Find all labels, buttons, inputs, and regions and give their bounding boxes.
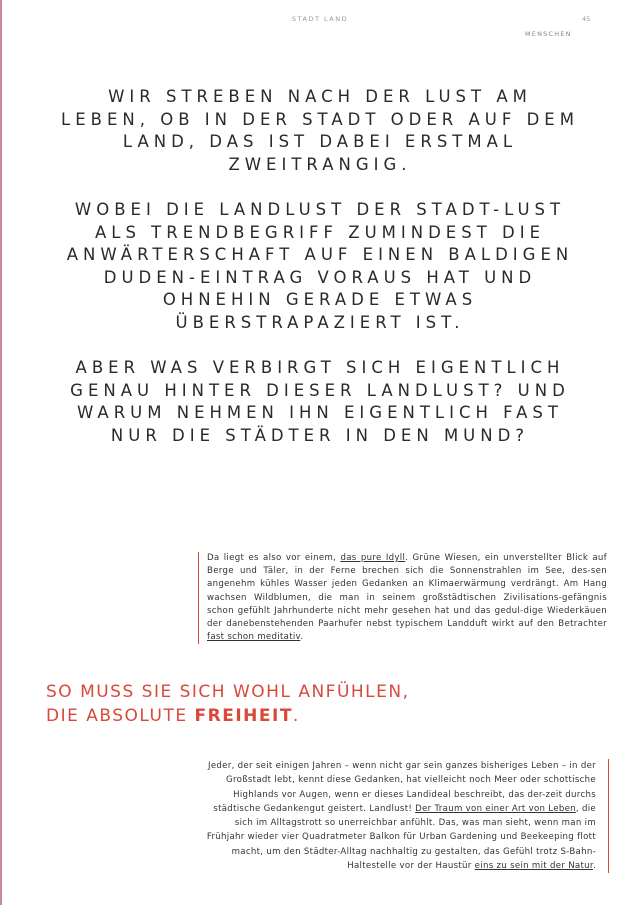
pull-quote [46,680,446,728]
body-paragraph-1 [198,552,607,644]
link-traum-von-einer-art-von-leben[interactable]: Der Traum von einer Art von Leben [415,803,576,814]
headline-paragraph-3: ABER WAS VERBIRGT SICH EIGENTLICH GENAU HINTER DIESER LANDLUST? UND WARUM NEHMEN IHN EIGENTLICH FAST NUR DIE STÄDTER IN DEN MUND? [70,358,570,445]
body-2-text-c: . [592,861,596,872]
link-das-pure-idyll[interactable]: das pure Idyll [340,553,406,563]
body-paragraph-2 [198,759,609,873]
body-1-text-c: . [300,632,304,643]
pull-quote-line-2-post: . [292,706,300,726]
pull-quote-line-2-pre: DIE ABSOLUTE [46,706,195,726]
page-edge-line [0,0,2,905]
headline-paragraph-2: WOBEI DIE LANDLUST DER STADT-LUST ALS TRENDBEGRIFF ZUMINDEST DIE ANWÄRTERSCHAFT AUF EINEN BALDIGEN DUDEN-EINTRAG VORAUS HAT UND OHNEHIN GERADE ETWAS ÜBERSTRAPAZIERT IST. [66,199,574,332]
link-fast-schon-meditativ[interactable]: fast schon meditativ [207,632,301,643]
pull-quote-bold: FREIHEIT [194,706,293,726]
pull-quote-line-1: SO MUSS SIE SICH WOHL ANFÜHLEN, [46,682,410,702]
section-label: MENSCHEN [525,30,572,38]
headline-paragraph-1: WIR STREBEN NACH DER LUST AM LEBEN, OB IN DER STADT ODER AUF DEM LAND, DAS IST DABEI ERSTMAL ZWEITRANGIG. [61,87,579,174]
page-number: 45 [582,15,591,23]
body-1-text-a: Da liegt es also vor einem, [207,553,341,563]
magazine-header: STADT LAND [291,15,349,23]
body-2-text-b: , die sich im Alltagstrott so unerreichbar anfühlt. Das, was man sieht, wenn man im Frühjahr wieder vier Quadratmeter Balkon für Urban Gardening und Beekeeping flott macht, um den Städter-Alltag nachhaltig zu gestalten, das Gefühl trotz S-Bahn-Haltestelle vor der Haustür [206,803,596,872]
body-2-text-a: Jeder, der seit einigen Jahren – wenn nicht gar sein ganzes bisheriges Leben – in der Großstadt lebt, kennt diese Gedanken, hat vielleicht noch Meer oder schottische Highlands vor Augen, wenn er dieses Landideal beschreibt, das der-zeit durchs städtische Gedankengut geistert. Landlust! [207,761,596,814]
link-eins-zu-sein-mit-der-natur[interactable]: eins zu sein mit der Natur [474,861,593,872]
headline [60,86,580,448]
body-1-text-b: . Grüne Wiesen, ein unverstellter Blick auf Berge und Täler, in der Ferne brechen sich die Sonnenstrahlen im See, des-sen angenehm kühles Wasser jeden Gedanken an Klimaerwärmung verdrängt. Am Hang wachsen Wildblumen, die man in seinem großstädtischen Zivilisations-gefängnis schon gefühlt Jahrhunderte nicht mehr gesehen hat und das gedul-dige Wiederkäuen der danebenstehenden Paarhufer nebst typischem Landduft wirkt auf den Betrachter [207,553,607,630]
